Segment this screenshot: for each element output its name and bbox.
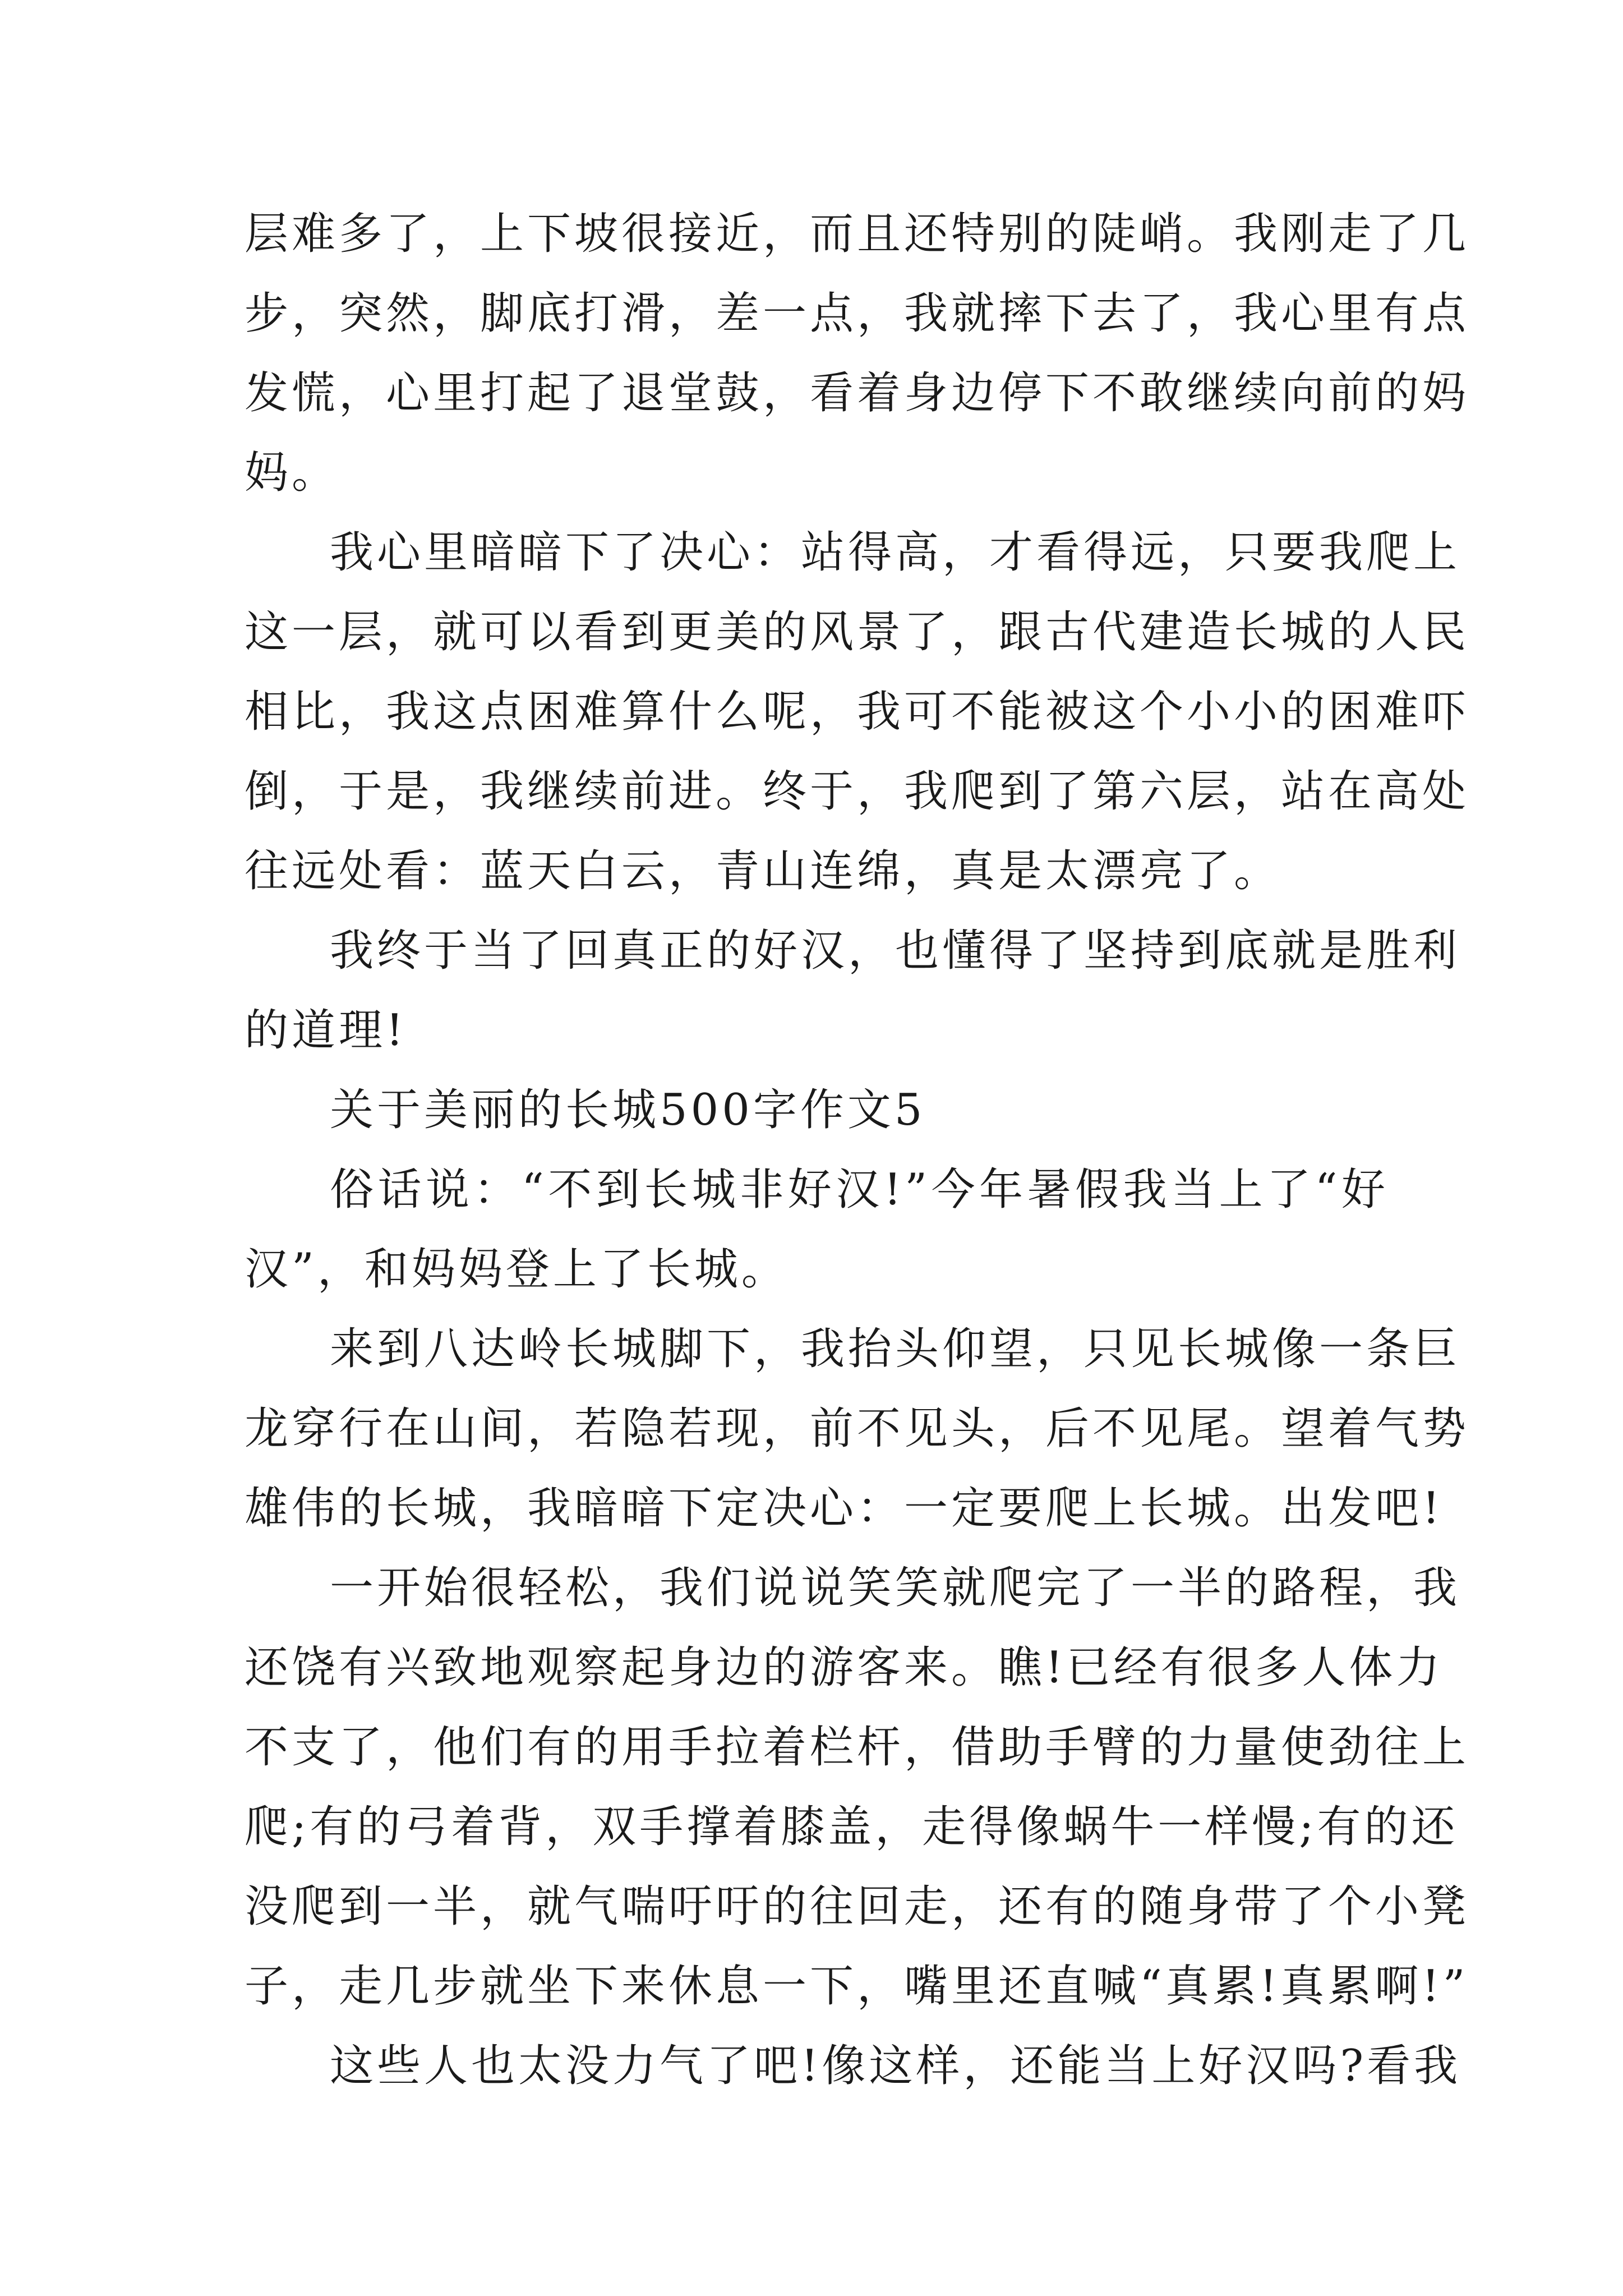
- text-line: 一开始很轻松，我们说说笑笑就爬完了一半的路程，我: [330, 1563, 1461, 1613]
- text-line: 龙穿行在山间，若隐若现，前不见头，后不见尾。望着气势: [245, 1404, 1470, 1454]
- text-line: 这一层，就可以看到更美的风景了，跟古代建造长城的人民: [245, 607, 1470, 657]
- text-line: 俗话说：“不到长城非好汉!”今年暑假我当上了“好: [330, 1165, 1389, 1215]
- text-line: 步，突然，脚底打滑，差一点，我就摔下去了，我心里有点: [245, 288, 1470, 339]
- text-line: 妈。: [245, 448, 339, 498]
- text-line: 没爬到一半，就气喘吁吁的往回走，还有的随身带了个小凳: [245, 1881, 1470, 1932]
- text-line: 不支了，他们有的用手拉着栏杆，借助手臂的力量使劲往上: [245, 1722, 1470, 1773]
- text-line: 我心里暗暗下了决心：站得高，才看得远，只要我爬上: [330, 527, 1461, 578]
- text-line: 往远处看：蓝天白云，青山连绵，真是太漂亮了。: [245, 846, 1281, 896]
- text-line: 倒，于是，我继续前进。终于，我爬到了第六层，站在高处: [245, 766, 1470, 817]
- text-line: 来到八达岭长城脚下，我抬头仰望，只见长城像一条巨: [330, 1324, 1461, 1374]
- text-line: 雄伟的长城，我暗暗下定决心：一定要爬上长城。出发吧!: [245, 1483, 1444, 1534]
- text-line: 的道理!: [245, 1005, 407, 1056]
- text-line: 我终于当了回真正的好汉，也懂得了坚持到底就是胜利: [330, 926, 1461, 976]
- text-line: 汉”，和妈妈登上了长城。: [245, 1244, 789, 1295]
- section-heading: 关于美丽的长城500字作文5: [330, 1085, 926, 1135]
- text-line: 发慌，心里打起了退堂鼓，看着身边停下不敢继续向前的妈: [245, 368, 1470, 418]
- text-line: 子，走几步就坐下来休息一下，嘴里还直喊“真累!真累啊!”: [245, 1961, 1469, 2012]
- text-line: 爬;有的弓着背，双手撑着膝盖，走得像蜗牛一样慢;有的还: [245, 1802, 1459, 1852]
- text-line: 还饶有兴致地观察起身边的游客来。瞧!已经有很多人体力: [245, 1642, 1444, 1693]
- text-line: 层难多了，上下坡很接近，而且还特别的陡峭。我刚走了几: [245, 209, 1470, 259]
- document-body: [245, 194, 1470, 2106]
- text-line: 这些人也太没力气了吧!像这样，还能当上好汉吗?看我: [330, 2041, 1461, 2091]
- text-line: 相比，我这点困难算什么呢，我可不能被这个小小的困难吓: [245, 687, 1470, 737]
